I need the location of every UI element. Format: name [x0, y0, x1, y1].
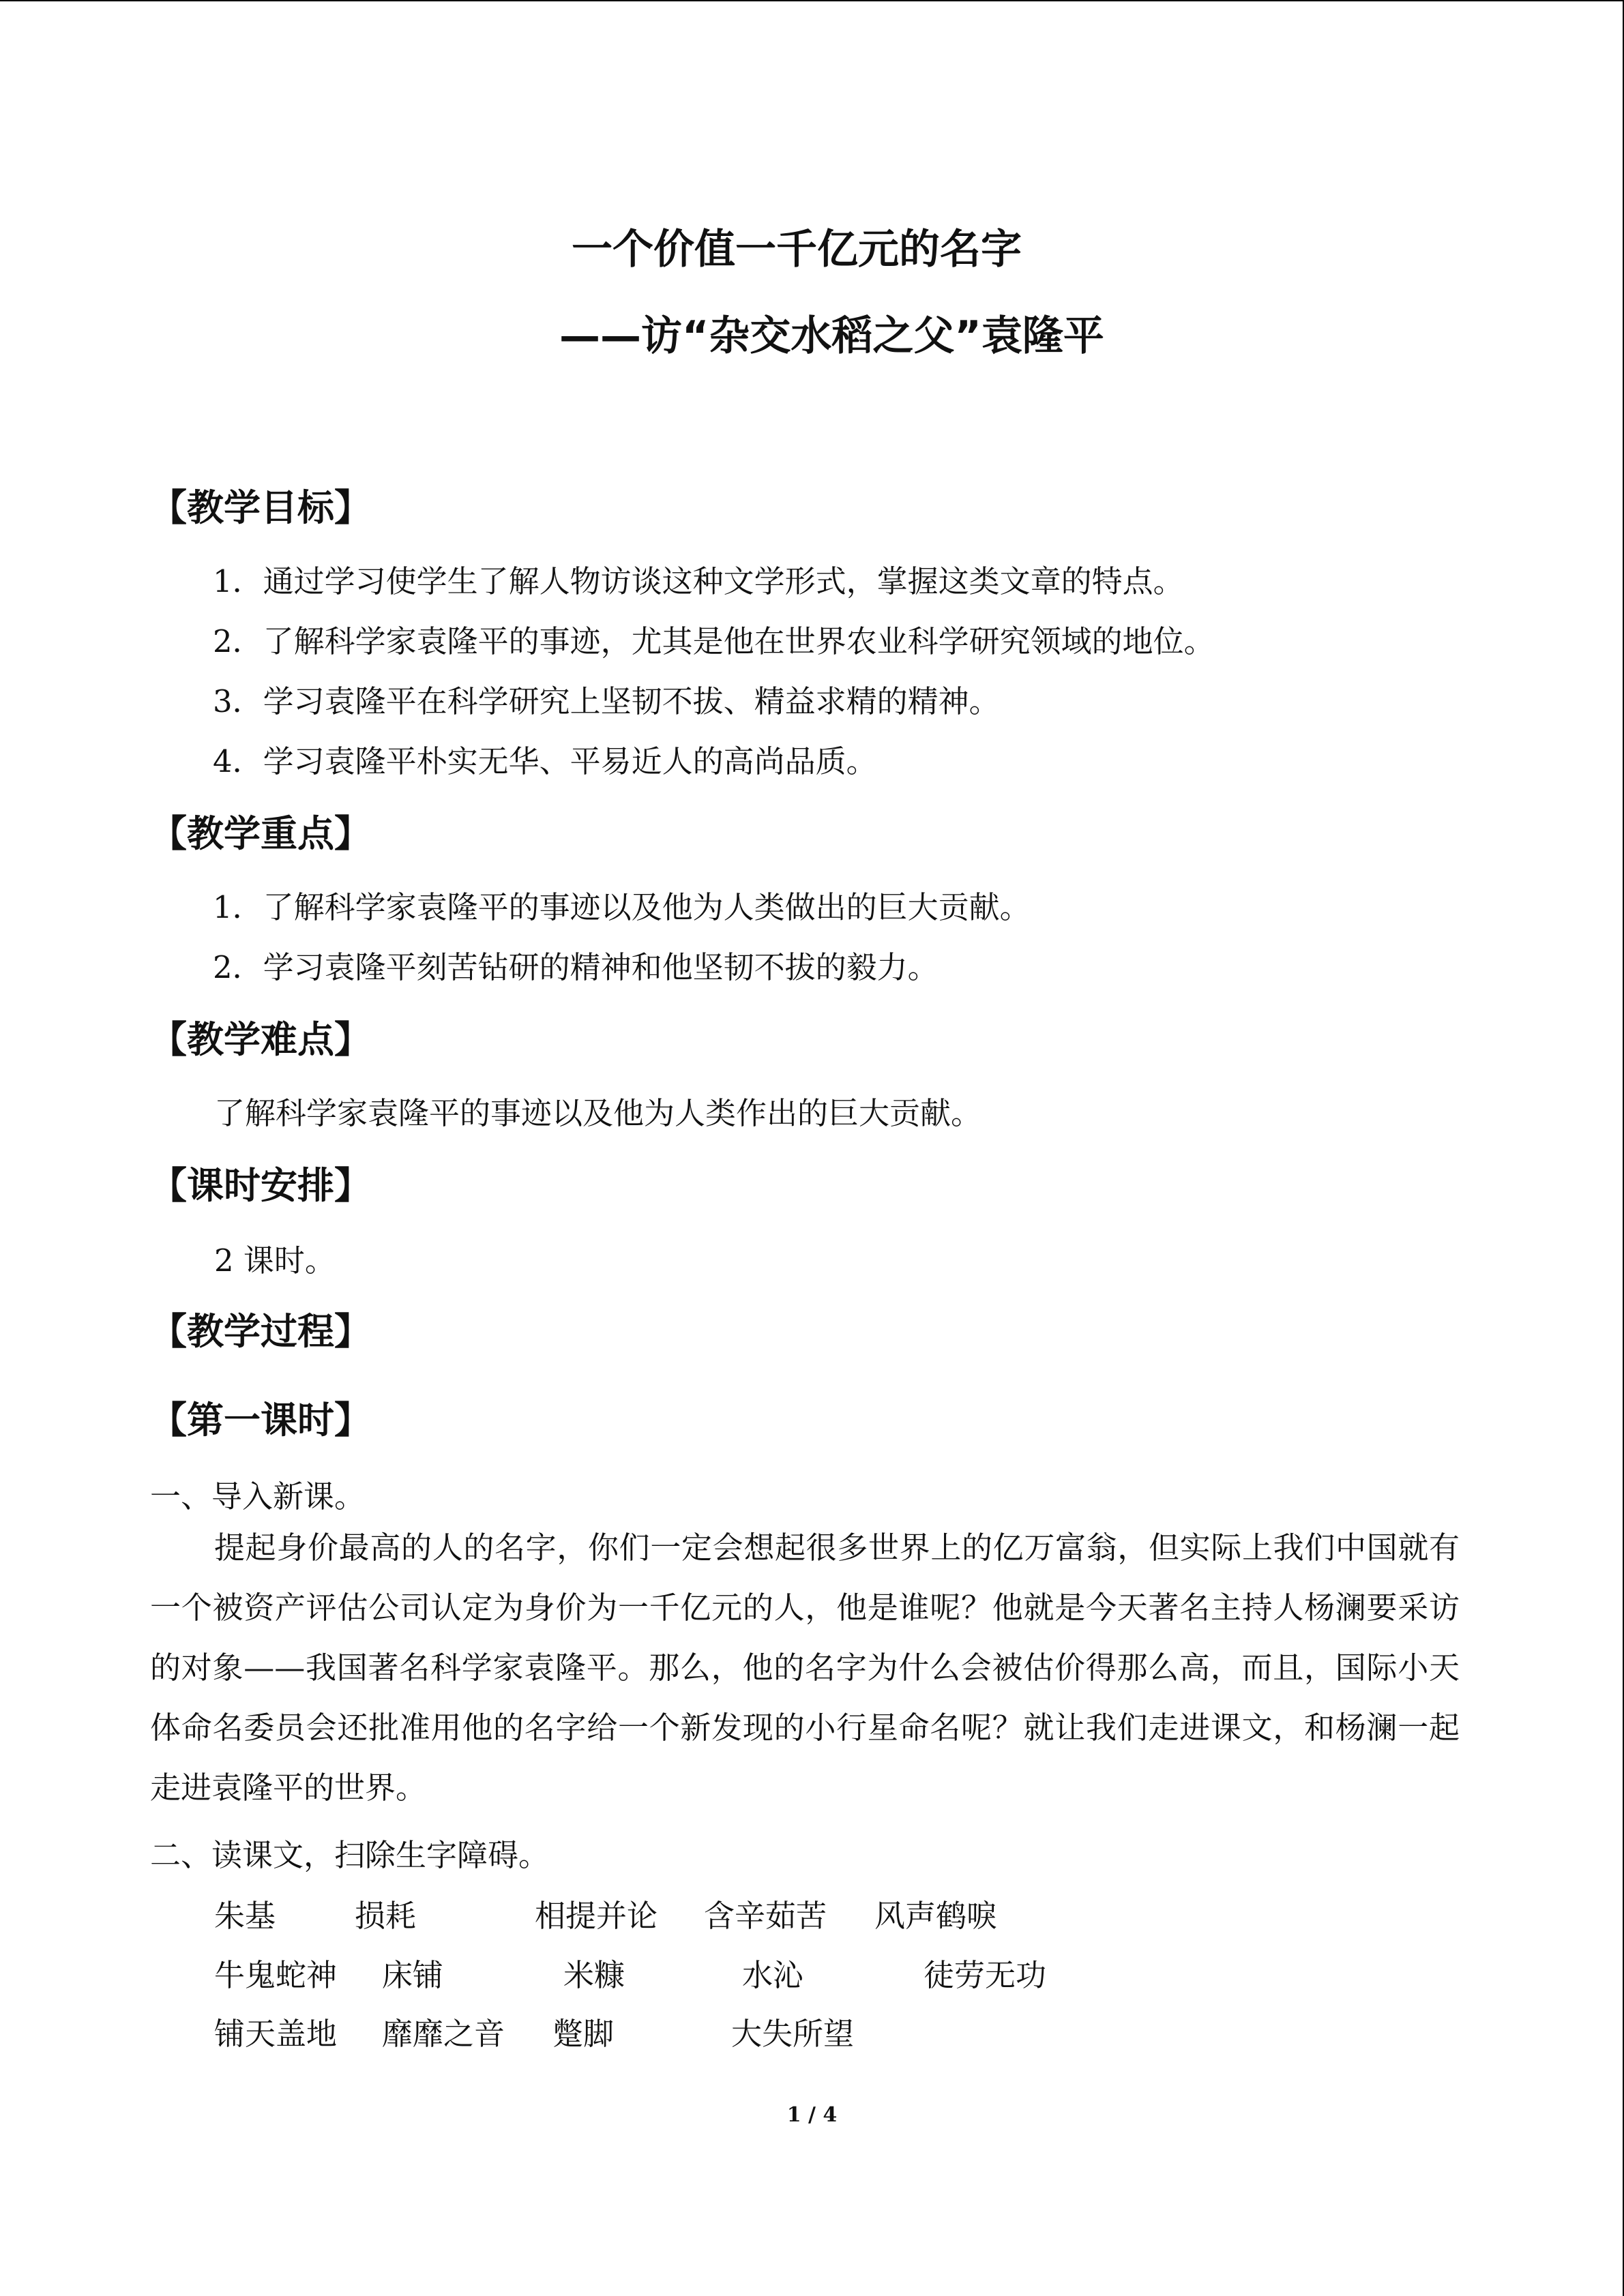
- step1-title: 一、导入新课。: [150, 1478, 366, 1515]
- vocab-word: 徒劳无功: [924, 1957, 1047, 1993]
- key-points-heading: 【教学重点】: [150, 812, 371, 855]
- first-lesson-heading: 【第一课时】: [150, 1399, 371, 1442]
- vocab-word: 蹩脚: [552, 2016, 615, 2052]
- schedule-heading: 【课时安排】: [150, 1164, 371, 1207]
- vocab-word: 铺天盖地: [214, 2016, 338, 2052]
- difficulties-heading: 【教学难点】: [150, 1018, 371, 1061]
- objective-item: 1．通过学习使学生了解人物访谈这种文学形式，掌握这类文章的特点。: [213, 563, 1184, 599]
- vocab-word: 损耗: [355, 1898, 417, 1934]
- vocab-word: 靡靡之音: [382, 2016, 505, 2052]
- vocab-word: 风声鹤唳: [874, 1898, 998, 1934]
- vocab-word: 朱基: [214, 1898, 276, 1934]
- objectives-heading: 【教学目标】: [150, 486, 371, 529]
- vocab-word: 床铺: [382, 1957, 444, 1993]
- vocab-word: 水沁: [742, 1957, 804, 1993]
- step1-paragraph: 提起身价最高的人的名字，你们一定会想起很多世界上的亿万富翁，但实际上我们中国就有一个被资产评估公司认定为身价为一千亿元的人，他是谁呢？他就是今天著名主持人杨澜要采访的对象——我国著名科学家袁隆平。那么，他的名字为什么会被估价得那么高，而且，国际小天体命名委员会还批准用他的名字给一个新发现的小行星命名呢？就让我们走进课文，和杨澜一起走进袁隆平的世界。: [150, 1530, 1460, 1806]
- vocab-word: 牛鬼蛇神: [214, 1957, 338, 1993]
- key-point-item: 1．了解科学家袁隆平的事迹以及他为人类做出的巨大贡献。: [213, 889, 1031, 925]
- document-title: 一个价值一千亿元的名字: [572, 226, 1022, 273]
- page-number: 1 / 4: [786, 2103, 838, 2127]
- objective-item: 4．学习袁隆平朴实无华、平易近人的高尚品质。: [213, 743, 877, 779]
- difficulties-text: 了解科学家袁隆平的事迹以及他为人类作出的巨大贡献。: [214, 1095, 982, 1131]
- objective-item: 2．了解科学家袁隆平的事迹，尤其是他在世界农业科学研究领域的地位。: [213, 623, 1215, 659]
- schedule-text: 2 课时。: [214, 1242, 336, 1279]
- step2-title: 二、读课文，扫除生字障碍。: [150, 1837, 550, 1873]
- vocab-word: 大失所望: [731, 2016, 855, 2052]
- vocab-word: 含辛茹苦: [704, 1898, 827, 1934]
- key-point-item: 2．学习袁隆平刻苦钻研的精神和他坚韧不拔的毅力。: [213, 949, 939, 985]
- vocab-word: 相提并论: [535, 1898, 658, 1934]
- vocab-word: 米糠: [563, 1957, 625, 1993]
- objective-item: 3．学习袁隆平在科学研究上坚韧不拔、精益求精的精神。: [213, 683, 1000, 719]
- document-subtitle: ——访“杂交水稻之父”袁隆平: [559, 312, 1104, 360]
- process-heading: 【教学过程】: [150, 1310, 371, 1353]
